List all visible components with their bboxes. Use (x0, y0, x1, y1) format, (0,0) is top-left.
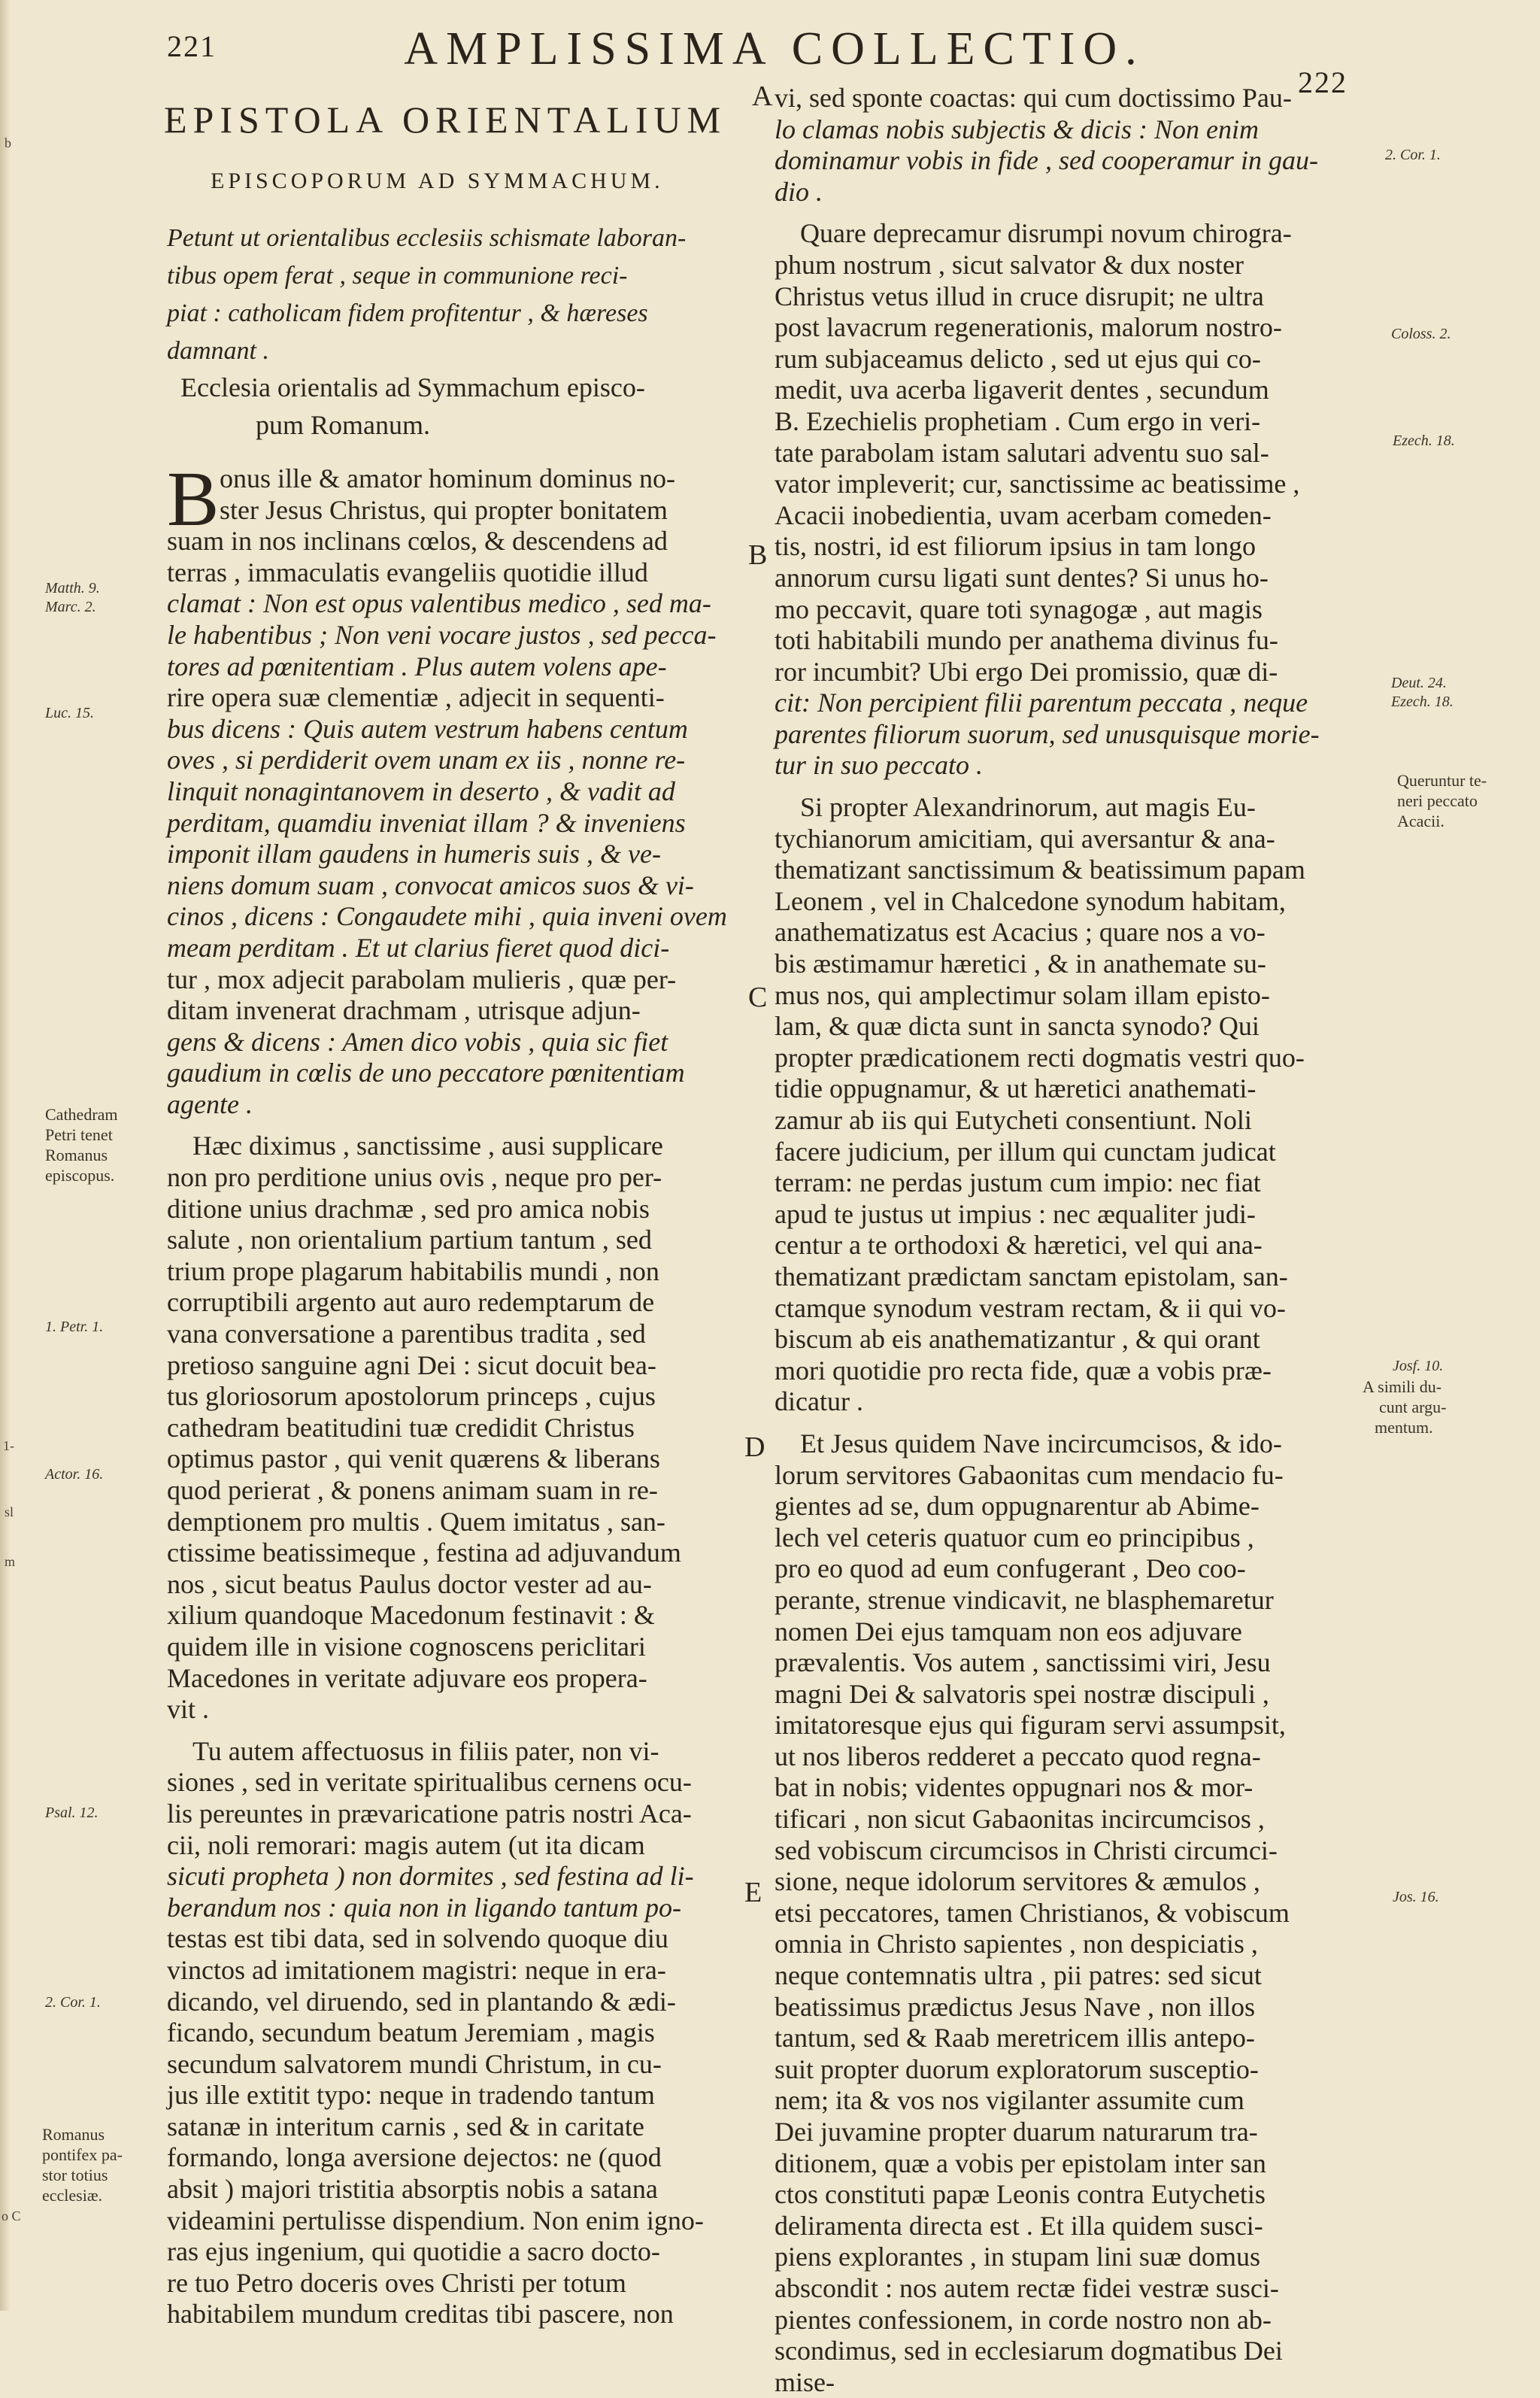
text-line: quidem ille in visione cognoscens periclitari (167, 1631, 646, 1662)
text-line: trium prope plagarum habitabilis mundi , non (167, 1255, 659, 1286)
summary-line: piat : catholicam fidem profitentur , & hæreses (167, 299, 648, 327)
text-line: ut nos liberos redderet a peccato quod regna- (775, 1741, 1261, 1771)
text-line: vi, sed sponte coactas: qui cum doctissimo Pau- (775, 83, 1292, 113)
text-line: annorum cursu ligati sunt dentes? Si unus ho- (775, 562, 1269, 593)
text-line: tychianorum amicitiam, qui aversantur & ana- (775, 823, 1275, 854)
text-line: nem; ita & vos nos vigilanter assumite cum (775, 2085, 1244, 2116)
text-line: demptionem pro multis . Quem imitatus , san- (167, 1506, 665, 1537)
text-line: Acacii inobedientia, uvam acerbam comeden- (775, 499, 1272, 530)
right-column (775, 83, 1372, 2398)
margin-note-line: Cathedram (45, 1105, 118, 1124)
text-line: optimus pastor , qui venit quærens & liberans (167, 1443, 660, 1474)
text-line: non pro perditione unius ovis , neque pro per- (167, 1162, 662, 1193)
margin-note-line: neri peccato (1397, 791, 1478, 810)
margin-note-line: ecclesiæ. (42, 2186, 103, 2205)
text-line: anathematizatus est Acacius ; quare nos a vo- (775, 917, 1266, 948)
text-line: re tuo Petro doceris oves Christi per totum (167, 2267, 626, 2298)
text-line: facere judicium, per illum qui cunctam judicat (775, 1136, 1276, 1167)
margin-note-line: Matth. 9. (45, 580, 100, 596)
page-number-right: 222 (1298, 65, 1348, 99)
page-number-left: 221 (167, 29, 217, 63)
text-line: imponit illam gaudens in humeris suis , & ve- (167, 839, 661, 870)
edge-mark: b (5, 135, 11, 150)
text-line: Hæc diximus , sanctissime , ausi supplicare (192, 1131, 663, 1161)
text-line: oves , si perdiderit ovem unam ex iis , nonne re- (167, 745, 686, 776)
text-line: Leonem , vel in Chalcedone synodum habitam, (775, 885, 1286, 916)
margin-note-line: Romanus (42, 2125, 105, 2144)
text-line: perante, strenue vindicavit, ne blasphemaretur (775, 1584, 1274, 1615)
text-line: sicuti propheta ) non dormites , sed festina ad li- (167, 1861, 694, 1892)
text-line: Si propter Alexandrinorum, aut magis Eu- (800, 792, 1256, 823)
text-line: tificari , non sicut Gabaonitas incircumcisos , (775, 1804, 1265, 1835)
edge-mark: 1- (3, 1438, 14, 1453)
margin-note-line: Queruntur te- (1397, 771, 1487, 790)
margin-note-a-simili (1363, 1377, 1446, 1437)
text-line: tate parabolam istam salutari adventu suo sal- (775, 437, 1269, 468)
left-column (167, 463, 761, 2330)
text-line: sione, neque idolorum servitores & æmulos , (775, 1866, 1260, 1897)
text-line: corruptibili argento aut auro redemptarum de (167, 1287, 655, 1318)
text-line: cathedram beatitudini tuæ credidit Christus (167, 1412, 635, 1443)
margin-note-line: mentum. (1375, 1418, 1433, 1437)
text-line: meam perditam . Et ut clarius fieret quod dici- (167, 932, 670, 963)
text-line: tores ad pœnitentiam . Plus autem volens ape- (167, 651, 667, 681)
margin-note-matth (45, 579, 100, 617)
text-line: nomen Dei ejus tamquam non eos adjuvare (775, 1616, 1242, 1647)
text-line: Tu autem affectuosus in filiis pater, non vi- (192, 1735, 659, 1766)
text-line: vit . (167, 1694, 210, 1725)
text-line: magni Dei & salvatoris spei nostræ discipuli , (775, 1678, 1269, 1709)
text-line: bis æstimamur hæretici , & in anathemate su- (775, 949, 1266, 979)
text-line: pretioso sanguine agni Dei : sicut docuit bea- (167, 1349, 656, 1380)
text-line: xilium quandoque Macedonum festinavit : & (167, 1600, 655, 1631)
text-line: quod perierat , & ponens animam suam in re- (167, 1475, 658, 1505)
text-line: zamur ab iis qui Eutycheti consentiunt. Noli (775, 1105, 1252, 1135)
text-line: pientes confessionem, in corde nostro non ab- (775, 2304, 1272, 2335)
text-line: biscum ab eis anathematizantur , & qui orant (775, 1324, 1260, 1355)
summary-line: damnant . (167, 337, 269, 365)
margin-note-line: episcopus. (45, 1166, 115, 1185)
text-line: dominamur vobis in fide , sed cooperamur in gau- (775, 145, 1318, 176)
text-line: B. Ezechielis prophetiam . Cum ergo in veri- (775, 405, 1261, 436)
text-line: propter prædicationem recti dogmatis vestri quo- (775, 1042, 1305, 1073)
text-line: pro eo quod ad eum confugerant , Deo coo- (775, 1553, 1246, 1584)
margin-note-line: A simili du- (1363, 1377, 1442, 1396)
document-subtitle: EPISCOPORUM AD SYMMACHUM. (211, 168, 664, 193)
text-line: ficando, secundum beatum Jeremiam , magis (167, 2017, 655, 2048)
text-line: vana conversatione a parentibus tradita , sed (167, 1319, 646, 1349)
text-line: agente . (167, 1088, 253, 1119)
text-line: toti habitabili mundo per anathema divinus fu- (775, 625, 1278, 656)
text-line: dio . (775, 176, 823, 207)
text-line: Christus vetus illud in cruce disrupit; ne ultra (775, 281, 1264, 311)
margin-note-line: pontifex pa- (42, 2145, 123, 2164)
text-line: cii, noli remorari: magis autem (ut ita dicam (167, 1829, 645, 1860)
drop-cap: B (167, 456, 220, 542)
text-line: rire opera suæ clementiæ , adjecit in sequenti- (167, 682, 665, 713)
margin-note-line: Romanus (45, 1146, 108, 1164)
text-line: rum subjaceamus delicto , sed ut ejus qui co- (775, 343, 1261, 374)
text-line: mise- (775, 2366, 835, 2397)
margin-note-line: stor totius (42, 2166, 108, 2184)
text-line: nos , sicut beatus Paulus doctor vester ad au- (167, 1568, 652, 1599)
text-line: vinctos ad imitationem magistri: neque in era- (167, 1954, 666, 1985)
text-line: lorum servitores Gabaonitas cum mendacio fu- (775, 1459, 1284, 1490)
summary-block (167, 220, 753, 370)
text-line: parentes filiorum suorum, sed unusquisque morie- (775, 718, 1320, 749)
text-line: imitatoresque ejus qui figuram servi assumpsit, (775, 1710, 1286, 1741)
text-line: absit ) majori tristitia absorptis nobis a satana (167, 2174, 658, 2205)
section-letter-a: A (752, 80, 773, 112)
text-line: sed vobiscum circumcisos in Christi circumci- (775, 1835, 1278, 1865)
margin-note-romanus (42, 2124, 123, 2205)
text-line: Quare deprecamur disrumpi novum chirogra- (800, 218, 1292, 249)
running-title: AMPLISSIMA COLLECTIO. (404, 23, 1145, 74)
text-line: gientes ad se, dum oppugnarentur ab Abime- (775, 1491, 1260, 1522)
text-line: lam, & quæ dicta sunt in sancta synodo? Qui (775, 1011, 1260, 1042)
section-heading (180, 369, 767, 444)
text-line: tus gloriosorum apostolorum princeps , cujus (167, 1381, 656, 1412)
text-line: onus ille & amator hominum dominus no- (220, 463, 675, 493)
margin-note-line: cunt argu- (1379, 1398, 1447, 1416)
text-line: Macedones in veritate adjuvare eos propera- (167, 1662, 647, 1693)
text-line: vator impleverit; cur, sanctissime ac beatissime , (775, 469, 1300, 499)
text-line: tidie oppugnamur, & ut hæretici anathemati- (775, 1073, 1257, 1104)
paragraph-gap (167, 1120, 761, 1131)
paragraph-gap (775, 1418, 1372, 1428)
section-letter-e: E (744, 1877, 762, 1908)
text-line: terram: ne perdas justum cum impio: nec fiat (775, 1167, 1261, 1198)
text-line: ditam invenerat drachmam , utrisque adjun- (167, 995, 641, 1026)
text-line: suit propter duorum exploratorum susceptio- (775, 2053, 1259, 2084)
text-line: formando, longa aversione dejectos: ne (quod (167, 2142, 662, 2173)
text-line: salute , non orientalium partium tantum , sed (167, 1225, 652, 1255)
text-line: abscondit : nos autem rectæ fidei vestræ susci- (775, 2272, 1279, 2303)
text-line: niens domum suam , convocat amicos suos & vi- (167, 870, 694, 900)
text-line: secundum salvatorem mundi Christum, in cu- (167, 2048, 662, 2079)
margin-note-petr: 1. Petr. 1. (45, 1319, 104, 1335)
margin-note-ezech: Ezech. 18. (1393, 433, 1455, 449)
margin-note-line: Marc. 2. (45, 599, 96, 615)
text-line: ror incumbit? Ubi ergo Dei promissio, quæ di- (775, 656, 1278, 687)
margin-note-cathedram (45, 1104, 118, 1185)
text-line: le habentibus ; Non veni vocare justos , sed pecca- (167, 619, 717, 650)
text-line: perditam, quamdiu inveniat illam ? & inveniens (167, 807, 686, 838)
text-line: mus nos, qui amplectimur solam illam episto- (775, 979, 1270, 1010)
text-line: lo clamas nobis subjectis & dicis : Non enim (775, 114, 1259, 144)
margin-note-line: Ezech. 18. (1391, 694, 1454, 710)
text-line: gaudium in cœlis de uno peccatore pœnitentiam (167, 1058, 685, 1088)
edge-mark: sl (5, 1504, 14, 1519)
summary-line: tibus opem ferat , seque in communione reci- (167, 262, 628, 290)
edge-mark: m (5, 1554, 16, 1569)
text-line: Et Jesus quidem Nave incircumcisos, & ido- (800, 1428, 1282, 1459)
margin-note-jos: Jos. 16. (1393, 1889, 1439, 1905)
margin-note-line: Petri tenet (45, 1125, 113, 1144)
text-line: ster Jesus Christus, qui propter bonitatem (220, 494, 668, 525)
text-line: beatissimus prædictus Jesus Nave , non illos (775, 1991, 1255, 2022)
document-title: EPISTOLA ORIENTALIUM (164, 99, 727, 141)
text-line: habitabilem mundum creditas tibi pascere, non (167, 2299, 674, 2330)
heading-line: pum Romanum. (256, 410, 430, 440)
text-line: mori quotidie pro recta fide, quæ a vobis præ- (775, 1355, 1272, 1386)
text-line: bat in nobis; videntes oppugnari nos & mor- (775, 1772, 1254, 1803)
text-line: siones , sed in veritate spiritualibus cernens ocu- (167, 1767, 692, 1798)
text-line: phum nostrum , sicut salvator & dux noster (775, 249, 1244, 280)
text-line: ditione unius drachmæ , sed pro amica nobis (167, 1193, 650, 1224)
paragraph-gap (775, 782, 1372, 792)
paragraph-gap (167, 1726, 761, 1736)
text-line: satanæ in interitum carnis , sed & in caritate (167, 2111, 644, 2142)
text-line: centur a te orthodoxi & hæretici, vel qui ana- (775, 1230, 1263, 1261)
text-line: berandum nos : quia non in ligando tantum po- (167, 1892, 681, 1923)
text-line: thematizant sanctissimum & beatissimum papam (775, 854, 1305, 885)
text-line: omnia in Christo sapientes , non despiciatis , (775, 1929, 1258, 1959)
summary-line: Petunt ut orientalibus ecclesiis schismate laboran- (167, 224, 687, 252)
text-line: tur in suo peccato . (775, 750, 983, 781)
text-line: tis, nostri, id est filiorum ipsius in tam longo (775, 531, 1257, 562)
text-line: videamini pertulisse dispendium. Non enim igno- (167, 2205, 704, 2236)
text-line: terras , immaculatis evangeliis quotidie illud (167, 557, 648, 587)
margin-note-deut (1391, 674, 1454, 712)
margin-note-actor: Actor. 16. (45, 1466, 104, 1483)
text-line: cit: Non percipient filii parentum peccata , neque (775, 688, 1308, 718)
text-line: thematizant prædictam sanctam epistolam, san- (775, 1261, 1288, 1292)
text-line: ctamque synodum vestram rectam, & ii qui vo- (775, 1292, 1286, 1323)
text-line: deliramenta directa est . Et illa quidem susci- (775, 2210, 1263, 2241)
margin-note-cor: 2. Cor. 1. (45, 1994, 101, 2011)
text-line: neque contemnatis ultra , pii patres: sed sicut (775, 1960, 1262, 1991)
page-gutter (0, 0, 11, 2311)
text-line: piens explorantes , in stupam lini suæ domus (775, 2242, 1260, 2272)
text-line: tantum, sed & Raab meretricem illis antepo- (775, 2023, 1255, 2053)
text-line: suam in nos inclinans cœlos, & descendens ad (167, 526, 668, 557)
text-line: jus ille extitit typo: neque in tradendo tantum (167, 2080, 655, 2111)
text-line: ctissime beatissimeque , festina ad adjuvandum (167, 1537, 681, 1568)
margin-note-queruntur (1397, 770, 1487, 831)
text-line: ctos constituti papæ Leonis contra Eutychetis (775, 2179, 1266, 2210)
text-line: apud te justus ut impius : nec æqualiter judi- (775, 1198, 1256, 1229)
text-line: tur , mox adjecit parabolam mulieris , quæ per- (167, 964, 677, 994)
heading-line: Ecclesia orientalis ad Symmachum episco- (180, 372, 645, 402)
section-letter-b: B (748, 539, 768, 571)
margin-note-line: Deut. 24. (1391, 675, 1447, 691)
edge-mark: o C (2, 2208, 21, 2223)
text-line: ditionem, quæ a vobis per epistolam inter san (775, 2148, 1266, 2178)
text-line: gens & dicens : Amen dico vobis , quia sic fiet (167, 1026, 668, 1057)
text-line: dicatur . (775, 1386, 863, 1417)
text-line: post lavacrum regenerationis, malorum nostro- (775, 312, 1282, 343)
text-line: medit, uva acerba ligaverit dentes , secundum (775, 375, 1269, 405)
margin-note-line: Acacii. (1397, 812, 1445, 830)
margin-note-psal: Psal. 12. (45, 1805, 99, 1821)
text-line: etsi peccatores, tamen Christianos, & vobiscum (775, 1897, 1290, 1928)
margin-note-cor-right: 2. Cor. 1. (1385, 147, 1441, 163)
text-line: lis pereuntes in prævaricatione patris nostri Aca- (167, 1798, 692, 1829)
margin-note-josf: Josf. 10. (1393, 1358, 1444, 1374)
text-line: Dei juvamine propter duarum naturarum tra- (775, 2117, 1258, 2147)
margin-note-coloss: Coloss. 2. (1391, 326, 1451, 342)
text-line: testas est tibi data, sed in solvendo quoque diu (167, 1923, 668, 1954)
margin-note-luc: Luc. 15. (45, 705, 94, 721)
text-line: scondimus, sed in ecclesiarum dogmatibus Dei (775, 2336, 1283, 2366)
text-line: lech vel ceteris quatuor cum eo principibus , (775, 1522, 1254, 1553)
paragraph-gap (775, 208, 1372, 218)
text-line: mo peccavit, quare toti synagogæ , aut magis (775, 593, 1263, 624)
text-line: linquit nonagintanovem in deserto , & vadit ad (167, 776, 675, 806)
section-letter-c: C (748, 982, 768, 1013)
text-line: cinos , dicens : Congaudete mihi , quia inveni ovem (167, 901, 727, 932)
text-line: ras ejus ingenium, qui quotidie a sacro docto- (167, 2236, 660, 2267)
text-line: prævalentis. Vos autem , sanctissimi viri, Jesu (775, 1647, 1271, 1678)
text-line: clamat : Non est opus valentibus medico , sed ma- (167, 588, 711, 619)
text-line: bus dicens : Quis autem vestrum habens centum (167, 713, 688, 744)
section-letter-d: D (744, 1431, 765, 1463)
text-line: dicando, vel diruendo, sed in plantando & ædi- (167, 1986, 676, 2017)
